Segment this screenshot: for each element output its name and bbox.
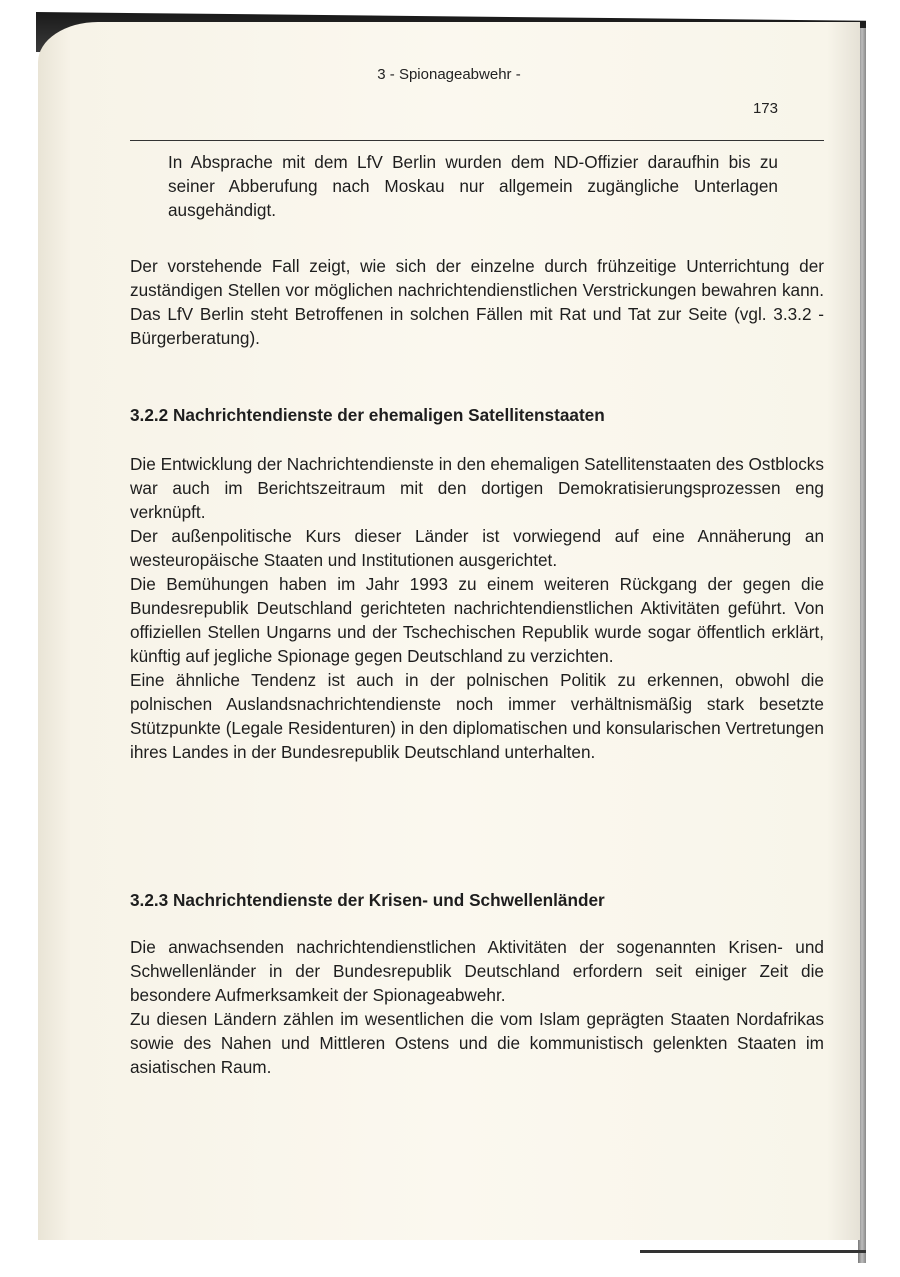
paragraph: Die anwachsenden nachrichtendienstlichen Aktivitäten der sogenannten Krisen- und Schwellenländer in der Bundesrepublik Deutschland erfordern seit einiger Zeit die besondere Aufmerksamkeit der Spionageabwehr. — [130, 937, 824, 1005]
paragraph: Der außenpolitische Kurs dieser Länder ist vorwiegend auf eine Annäherung an westeuropäische Staaten und Institutionen ausgerichtet. — [130, 526, 824, 570]
page-bottom-edge — [640, 1250, 866, 1253]
book-page — [38, 22, 860, 1240]
section-heading-3-2-3: 3.2.3 Nachrichtendienste der Krisen- und Schwellenländer — [130, 890, 605, 910]
page-number: 173 — [752, 100, 778, 117]
header-rule — [130, 140, 824, 141]
paragraph: Die Bemühungen haben im Jahr 1993 zu einem weiteren Rückgang der gegen die Bundesrepublik Deutschland gerichteten nachrichtendienstlichen Aktivitäten geführt. Von offiziellen Stellen Ungarns und der Tschechischen Republik wurde sogar öffentlich erklärt, künftig auf jegliche Spionage gegen Deutschland zu verzichten. — [130, 574, 824, 666]
paragraph: Eine ähnliche Tendenz ist auch in der polnischen Politik zu erkennen, obwohl die polnischen Auslandsnachrichtendienste noch immer verhältnismäßig stark besetzte Stützpunkte (Legale Residenturen) in den diplomatischen und konsularischen Vertretungen ihres Landes in der Bundesrepublik Deutschland unterhalten. — [130, 670, 824, 762]
intro-paragraph: Der vorstehende Fall zeigt, wie sich der einzelne durch frühzeitige Unterrichtung der zuständigen Stellen vor möglichen nachrichtendienstlichen Verstrickungen bewahren kann. Das LfV Berlin steht Betroffenen in solchen Fällen mit Rat und Tat zur Seite (vgl. 3.3.2 - Bürgerberatung). — [130, 256, 824, 348]
section-3-2-3-body — [130, 935, 824, 1079]
indented-paragraph: In Absprache mit dem LfV Berlin wurden dem ND-Offizier daraufhin bis zu seiner Abberufung nach Moskau nur allgemein zugängliche Unterlagen ausgehändigt. — [168, 152, 778, 220]
running-header: 3 - Spionageabwehr - — [377, 66, 521, 83]
section-3-2-2-body — [130, 452, 824, 764]
section-heading-3-2-2: 3.2.2 Nachrichtendienste der ehemaligen Satellitenstaaten — [130, 405, 605, 425]
paragraph: Die Entwicklung der Nachrichtendienste in den ehemaligen Satellitenstaaten des Ostblocks war auch im Berichtszeitraum mit den dortigen Demokratisierungsprozessen eng verknüpft. — [130, 454, 824, 522]
paragraph: Zu diesen Ländern zählen im wesentlichen die vom Islam geprägten Staaten Nordafrikas sowie des Nahen und Mittleren Ostens und die kommunistisch gelenkten Staaten im asiatischen Raum. — [130, 1009, 824, 1077]
